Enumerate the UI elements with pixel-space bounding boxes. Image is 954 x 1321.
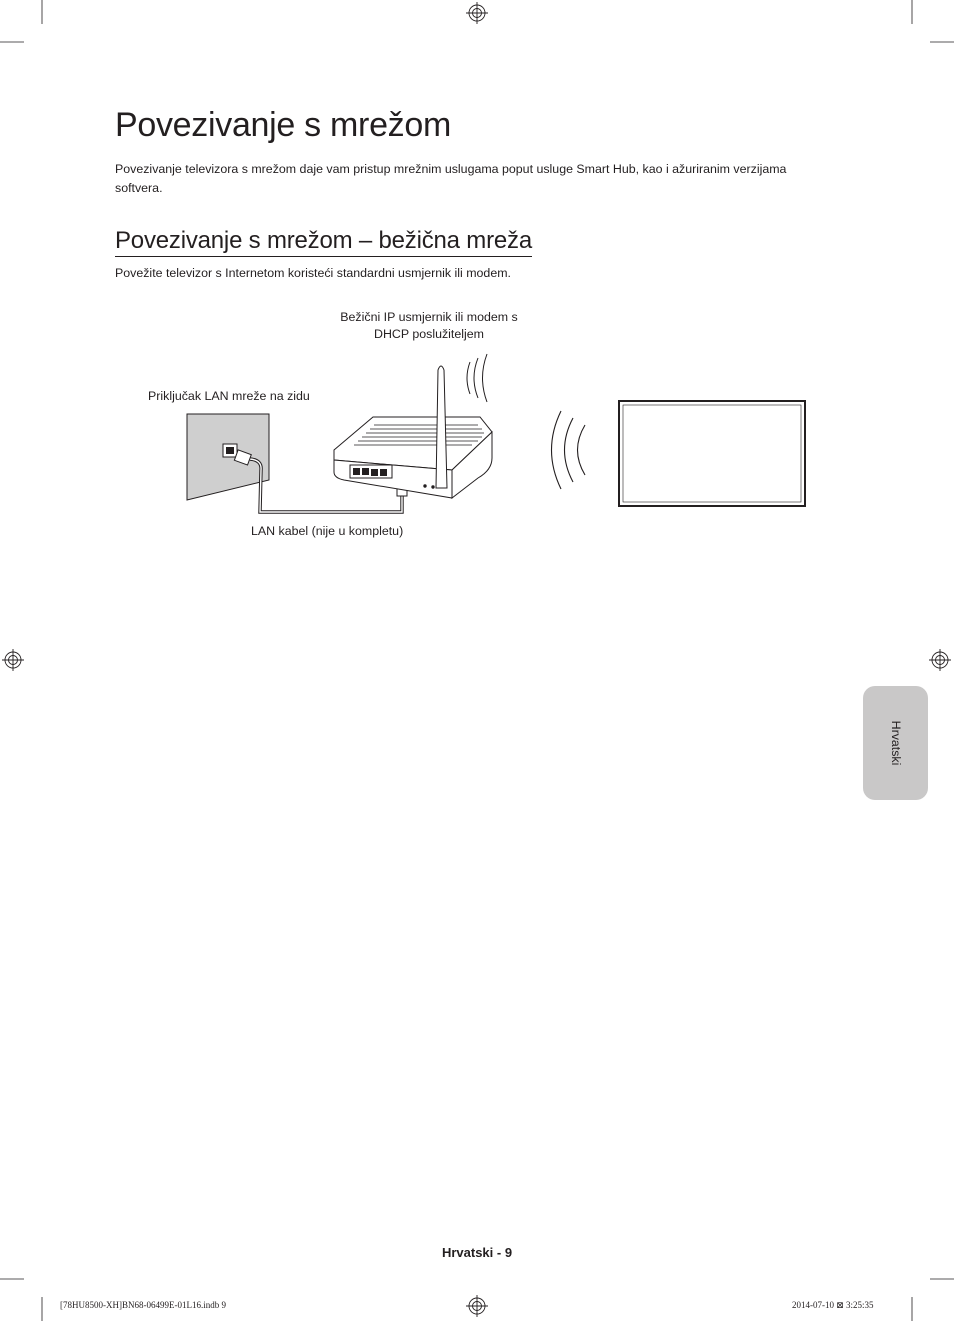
lan-cable-label: LAN kabel (nije u kompletu) [251, 524, 404, 538]
section-intro: Povežite televizor s Internetom koristeći standardni usmjernik ili modem. [115, 266, 511, 280]
router-label-line-2: DHCP poslužiteljem [374, 327, 484, 341]
router-icon [334, 417, 492, 498]
network-diagram [0, 0, 954, 560]
router-antenna-icon [436, 366, 447, 488]
registration-mark-right [929, 649, 951, 671]
wall-socket-label: Priključak LAN mreže na zidu [148, 389, 310, 403]
page-title: Povezivanje s mrežom [115, 106, 452, 144]
router-label [330, 309, 528, 343]
intro-paragraph: Povezivanje televizora s mrežom daje vam pristup mrežnim uslugama poput usluge Smart Hub, kao i ažuriranim verzijama softvera. [115, 162, 787, 195]
router-wifi-signal-icon [467, 354, 487, 402]
tv-wifi-signal-icon [552, 411, 586, 489]
registration-mark-bottom [466, 1295, 488, 1317]
wall-lan-socket-icon [187, 414, 269, 500]
page-number: Hrvatski - 9 [441, 1245, 513, 1260]
print-date-info: 2014-07-10 ⊠ 3:25:35 [792, 1300, 874, 1310]
router-label-line-1: Bežični IP usmjernik ili modem s [340, 310, 518, 324]
registration-mark-left [2, 649, 24, 671]
tv-icon [619, 401, 805, 506]
section-title: Povezivanje s mrežom – bežična mreža [115, 227, 532, 257]
language-side-tab [863, 686, 928, 800]
language-side-tab-label: Hrvatski [888, 720, 903, 766]
print-file-info: [78HU8500-XH]BN68-06499E-01L16.indb 9 [60, 1300, 226, 1310]
